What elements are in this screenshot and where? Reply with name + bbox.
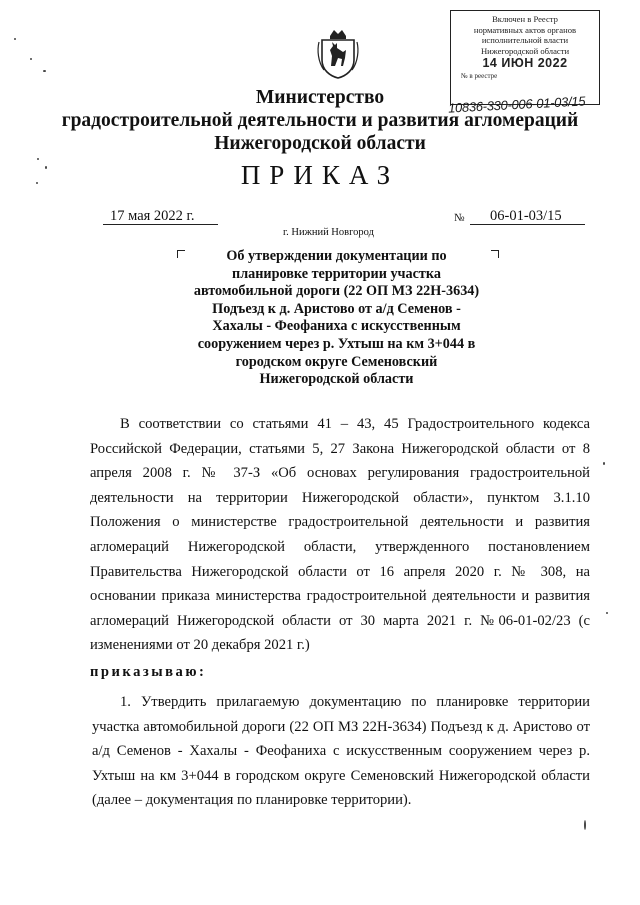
number-sign: №: [454, 212, 465, 224]
subject-line: Хахалы - Феофаниха с искусственным: [212, 318, 461, 335]
scan-speck: [37, 158, 39, 160]
order-date: 17 мая 2022 г.: [110, 208, 195, 224]
subject-corner-right: [491, 250, 499, 258]
order-subject: [185, 248, 488, 389]
subject-line: Подъезд к д. Аристово от а/д Семенов -: [212, 300, 461, 317]
coat-of-arms-icon: [316, 28, 360, 80]
preamble-paragraph: В соответствии со статьями 41 – 43, 45 Градостроительного кодекса Российской Федерации, статьями 5, 27 Закона Нижегородской области от 8 апреля 2008 г. № 37-З «Об основах регулирования градостроительной деятельности на территории Нижегородской области», пунктом 3.1.10 Положения о министерстве градостроительной деятельности и развития агломераций Нижегородской области, утвержденного постановлением Правительства Нижегородской области от 16 апреля 2020 г. № 308, на основании приказа министерства градостроительной деятельности и развития агломераций Нижегородской области от 30 марта 2021 г. №06-01-02/23 (с изменениями от 20 декабря 2021 г.): [90, 416, 590, 654]
order-number: 06-01-03/15: [490, 208, 562, 224]
scan-speck: [606, 612, 608, 614]
ministry-line: Нижегородской области: [214, 133, 426, 154]
ministry-heading: [60, 86, 580, 155]
subject-corner-left: [177, 250, 185, 258]
ministry-line: Министерство: [255, 87, 385, 108]
scan-speck: [14, 38, 16, 40]
stamp-line: нормативных актов органов: [473, 24, 577, 35]
scan-speck: [36, 182, 38, 184]
subject-line: автомобильной дороги (22 ОП МЗ 22Н-3634): [193, 283, 480, 300]
subject-line: планировке территории участка: [232, 265, 441, 282]
ministry-line: градостроительной деятельности и развития агломераций: [61, 110, 579, 131]
stamp-line: исполнительной власти: [481, 35, 569, 45]
stamp-line: Включен в Реестр: [492, 14, 558, 24]
order-city: г. Нижний Новгород: [283, 227, 374, 238]
order-word: приказываю:: [90, 664, 207, 680]
stamp-registry-label: № в реестре: [461, 71, 498, 80]
subject-line: Об утверждении документации по: [226, 248, 447, 264]
subject-line: городском округе Семеновский: [235, 353, 438, 370]
scan-speck: [30, 58, 32, 60]
order-item-1: 1. Утвердить прилагаемую документацию по планировке территории участка автомобильной дороги (22 ОП МЗ 22Н-3634) Подъезд к д. Аристово от а/д Семенов - Хахалы - Феофаниха с искусственным сооружением через р. Ухтыш на км 3+044 в городском округе Семеновский Нижегородской области (далее – документация по планировке территории).: [92, 694, 590, 809]
subject-line: Нижегородской области: [259, 371, 414, 388]
subject-line: сооружением через р. Ухтыш на км 3+044 в: [197, 335, 476, 352]
number-underline: [470, 224, 585, 225]
document-type-title: ПРИКАЗ: [240, 160, 400, 190]
stamp-line: Нижегородской области: [480, 45, 570, 56]
scan-speck: [603, 462, 605, 465]
scan-speck: [584, 820, 586, 830]
scan-speck: [43, 70, 46, 72]
stamp-date: 14 ИЮН 2022: [482, 56, 568, 70]
date-underline: [103, 224, 218, 225]
registry-number-handwritten: 10836-330-006-01-03/15: [447, 93, 586, 116]
scan-speck: [45, 166, 47, 169]
